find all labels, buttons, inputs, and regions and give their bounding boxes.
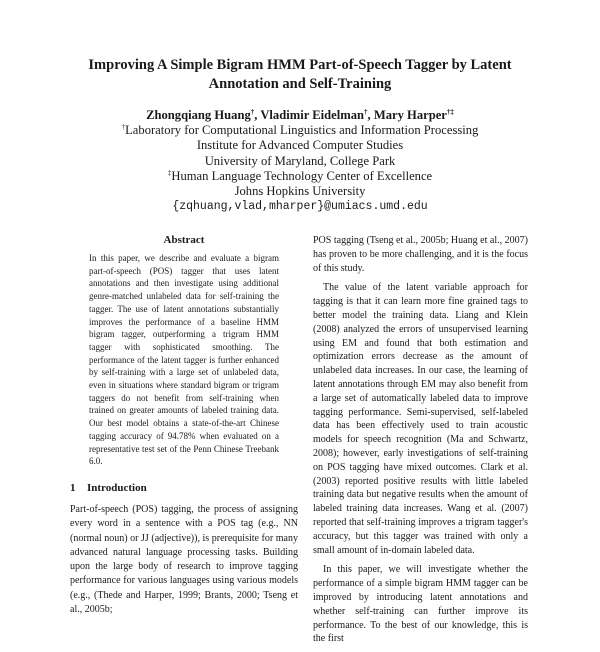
- affiliation-mark: †: [121, 123, 126, 132]
- author-name: Mary Harper: [373, 108, 447, 122]
- affiliation-text: Human Language Technology Center of Excellence: [171, 168, 433, 183]
- affiliation-line: [60, 169, 540, 184]
- right-column: [313, 234, 528, 652]
- section-title: Introduction: [87, 482, 147, 494]
- affiliation-line: Institute for Advanced Computer Studies: [196, 138, 404, 153]
- abstract-heading: Abstract: [163, 234, 205, 246]
- affiliation-line: University of Maryland, College Park: [204, 153, 396, 168]
- author-name: Zhongqiang Huang: [146, 108, 251, 122]
- author-mark: †‡: [446, 107, 454, 116]
- section-heading: [70, 482, 147, 494]
- paragraph: POS tagging (Tseng et al., 2005b; Huang et al., 2007) has proven to be more challenging, and it is the focus of this study.: [313, 235, 528, 274]
- affiliation-text: Laboratory for Computational Linguistics and Information Processing: [125, 123, 479, 138]
- paragraph: In this paper, we will investigate whether the performance of a simple bigram HMM tagger can be improved by introducing latent annotations and whether self-training can further improve its performance. To the best of our knowledge, this is the first: [313, 564, 528, 645]
- author-email: {zqhuang,vlad,mharper}@umiacs.umd.edu: [172, 200, 428, 214]
- author-names: Zhongqiang Huang†, Vladimir Eidelman†, Mary Harper†‡: [146, 107, 454, 122]
- abstract-text: In this paper, we describe and evaluate a bigram part-of-speech (POS) tagger that uses latent annotations and then investigate using additional genre-matched unlabeled data for self-training the tagger. The use of latent annotations substantially improves the performance of a baseline HMM bigram tagger, outperforming a trigram HMM tagger with sophisticated smoothing. The performance of the latent tagger is further enhanced by self-training with a large set of unlabeled data, even in situations where standard bigram or trigram taggers do not benefit from self-training when trained on greater amounts of labeled training data. Our best model obtains a state-of-the-art Chinese tagging accuracy of 94.78% when evaluated on a representative test set of the Penn Chinese Treebank 6.0.: [89, 253, 279, 467]
- author-name: Vladimir Eidelman: [260, 108, 365, 122]
- author-block: [60, 108, 540, 214]
- affiliation-line: Johns Hopkins University: [234, 184, 366, 199]
- paragraph: The value of the latent variable approach for tagging is that it can learn more fine grained tags to better model the training data. Liang and Klein (2008) analyzed the errors of unsupervised learning using EM and found that both estimation and optimization errors decrease as the amount of unlabeled data increases. In our case, the learning of latent annotations through EM may also benefit from a large set of automatically labeled data to improve tagging performance. Semi-supervised, self-labeled data has been effectively used to train acoustic models for speech recognition (Ma and Schwartz, 2008); however, early investigations of self-training on POS tagging have mixed outcomes. Clark et al. (2003) reported positive results with little labeled training data but negative results when the amount of labeled training data increases. Wang et al. (2007) reported that self-training improves a trigram tagger's accuracy, but this tagger was trained with only a small amount of in-domain labeled data.: [313, 282, 528, 556]
- author-mark: †: [364, 107, 368, 116]
- affiliation-line: [60, 123, 540, 138]
- affiliation-mark: ‡: [167, 168, 172, 177]
- paper-title: Improving A Simple Bigram HMM Part-of-Speech Tagger by Latent Annotation and Self-Training: [88, 57, 512, 92]
- introduction-text: Part-of-speech (POS) tagging, the process of assigning every word in a sentence with a POS tag (e.g., NN (normal noun) or JJ (adjective)), is prerequisite for many advanced natural language processing tasks. Building upon the large body of research to improve tagging performance for various languages using various models (e.g., (Thede and Harper, 1999; Brants, 2000; Tseng et al., 2005b;: [70, 504, 298, 616]
- author-mark: †: [250, 107, 255, 116]
- section-number: 1: [70, 482, 76, 494]
